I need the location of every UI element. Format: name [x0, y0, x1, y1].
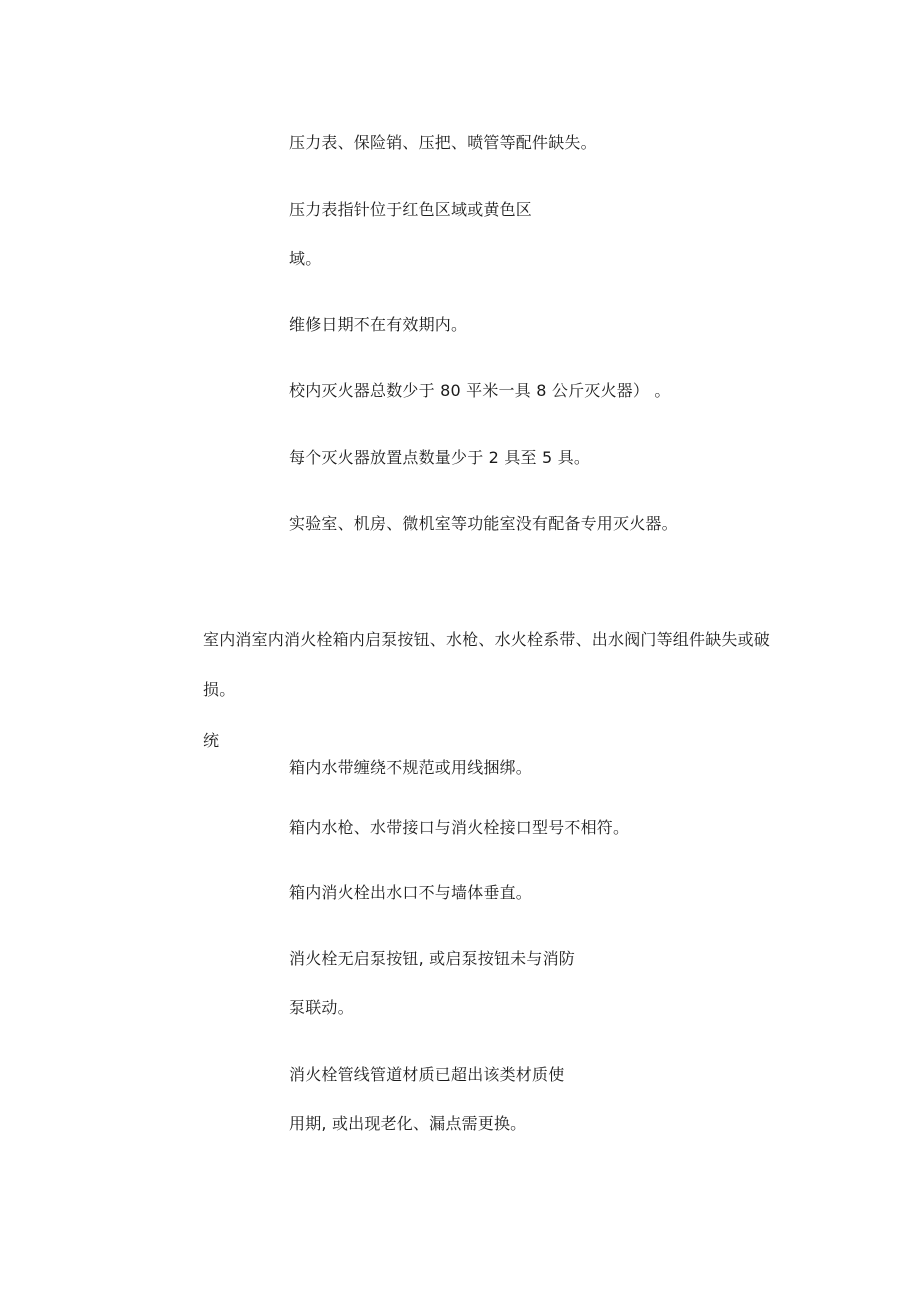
hydrant-item-interface-mismatch: 箱内水枪、水带接口与消火栓接口型号不相符。 — [289, 818, 630, 837]
extinguisher-item-special-rooms: 实验室、机房、微机室等功能室没有配备专用灭火器。 — [289, 514, 678, 533]
hydrant-intro-line-2: 损。 — [203, 680, 236, 699]
extinguisher-item-maintenance-date: 维修日期不在有效期内。 — [289, 315, 468, 334]
hydrant-intro-line-3: 统 — [203, 731, 220, 750]
hydrant-item-outlet-vertical: 箱内消火栓出水口不与墙体垂直。 — [289, 883, 533, 902]
extinguisher-item-pressure-gauge: 压力表指针位于红色区域或黄色区 — [289, 200, 533, 219]
extinguisher-item-per-point-count: 每个灭火器放置点数量少于 2 具至 5 具。 — [289, 448, 591, 467]
extinguisher-item-total-count: 校内灭火器总数少于 80 平米一具 8 公斤灭火器） 。 — [289, 381, 671, 400]
hydrant-item-pump-button: 消火栓无启泵按钮, 或启泵按钮未与消防 — [289, 949, 575, 968]
extinguisher-item-parts-missing: 压力表、保险销、压把、喷管等配件缺失。 — [289, 133, 597, 152]
hydrant-item-pump-button-cont: 泵联动。 — [289, 998, 354, 1017]
hydrant-item-pipe-material: 消火栓管线管道材质已超出该类材质使 — [289, 1065, 565, 1084]
hydrant-intro-line-1: 室内消室内消火栓箱内启泵按钮、水枪、水火栓系带、出水阀门等组件缺失或破 — [203, 630, 771, 649]
extinguisher-item-pressure-gauge-cont: 域。 — [289, 249, 322, 268]
hydrant-item-pipe-material-cont: 用期, 或出现老化、漏点需更换。 — [289, 1114, 527, 1133]
hydrant-item-hose-winding: 箱内水带缠绕不规范或用线捆绑。 — [289, 758, 533, 777]
